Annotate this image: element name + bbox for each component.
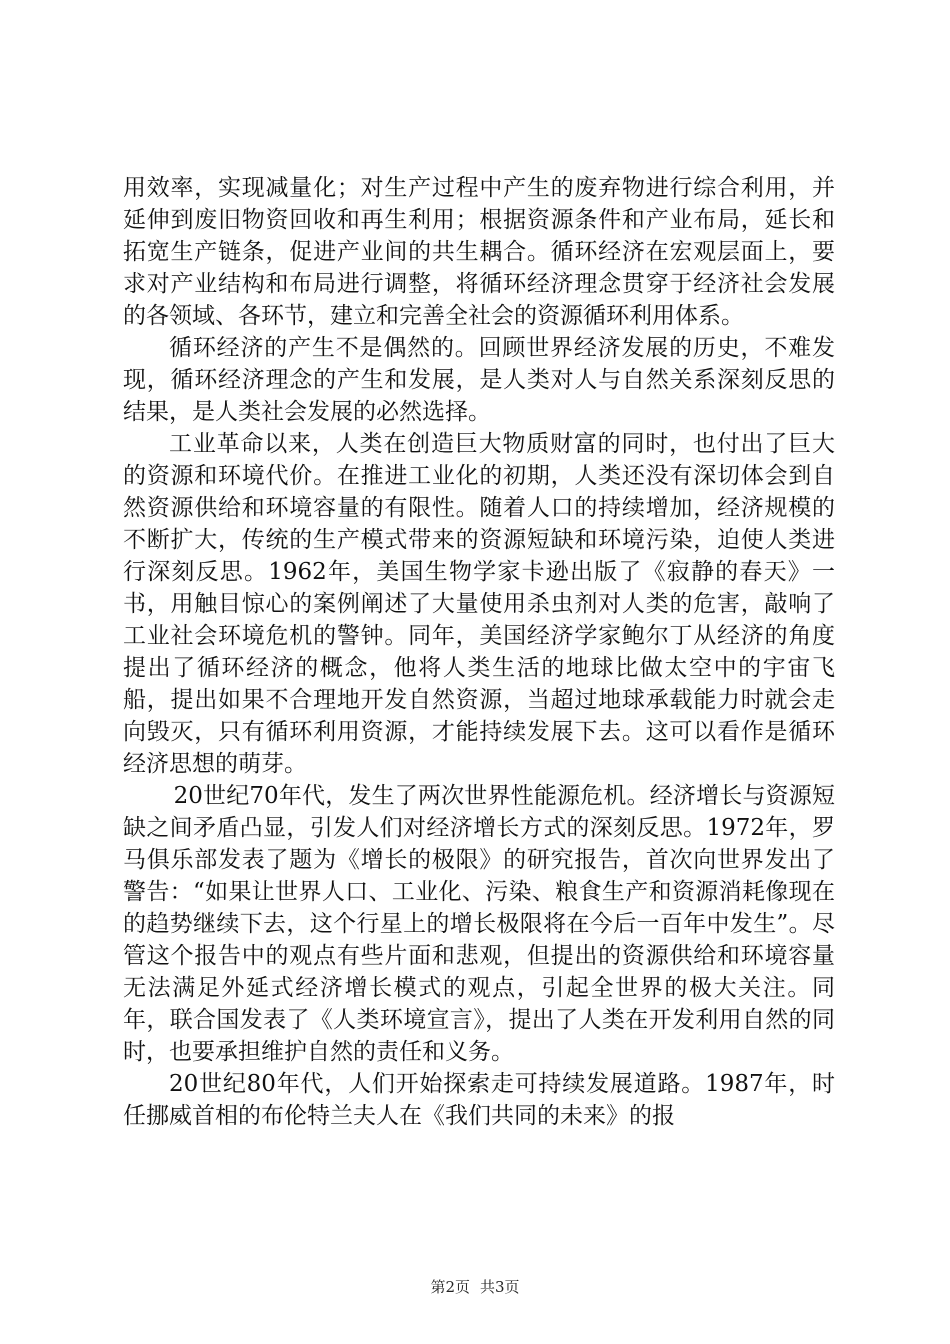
page-footer [0, 1276, 950, 1297]
paragraph-continuation: 用效率，实现减量化；对生产过程中产生的废弃物进行综合利用，并延伸到废旧物资回收和再生利用；根据资源条件和产业布局，延长和拓宽生产链条，促进产业间的共生耦合。循环经济在宏观层面上，要求对产业结构和布局进行调整，将循环经济理念贯穿于经济社会发展的各领域、各环节，建立和完善全社会的资源循环利用体系。 [123, 175, 835, 329]
paragraph-industrial-revolution: 工业革命以来，人类在创造巨大物质财富的同时，也付出了巨大的资源和环境代价。在推进工业化的初期，人类还没有深切体会到自然资源供给和环境容量的有限性。随着人口的持续增加，经济规模的不断扩大，传统的生产模式带来的资源短缺和环境污染，迫使人类进行深刻反思。1962年，美国生物学家卡逊出版了《寂静的春天》一书，用触目惊心的案例阐述了大量使用杀虫剂对人类的危害，敲响了工业社会环境危机的警钟。同年，美国经济学家鲍尔丁从经济的角度提出了循环经济的概念，他将人类生活的地球比做太空中的宇宙飞船，提出如果不合理地开发自然资源，当超过地球承载能力时就会走向毁灭，只有循环利用资源，才能持续发展下去。这可以看作是循环经济思想的萌芽。 [123, 431, 835, 777]
paragraph-1970s: 20世纪70年代，发生了两次世界性能源危机。经济增长与资源短缺之间矛盾凸显，引发人们对经济增长方式的深刻反思。1972年，罗马俱乐部发表了题为《增长的极限》的研究报告，首次向世界发出了警告：“如果让世界人口、工业化、污染、粮食生产和资源消耗像现在的趋势继续下去，这个行星上的增长极限将在今后一百年中发生”。尽管这个报告中的观点有些片面和悲观，但提出的资源供给和环境容量无法满足外延式经济增长模式的观点，引起全世界的极大关注。同年，联合国发表了《人类环境宣言》，提出了人类在开发利用自然的同时，也要承担维护自然的责任和义务。 [123, 783, 835, 1065]
page-number: 第2页 [430, 1278, 470, 1296]
paragraph-origin: 循环经济的产生不是偶然的。回顾世界经济发展的历史，不难发现，循环经济理念的产生和发展，是人类对人与自然关系深刻反思的结果，是人类社会发展的必然选择。 [123, 335, 835, 425]
paragraph-1980s: 20世纪80年代，人们开始探索走可持续发展道路。1987年，时任挪威首相的布伦特兰夫人在《我们共同的未来》的报 [123, 1071, 835, 1129]
total-pages: 共3页 [480, 1278, 520, 1296]
document-body [123, 172, 835, 1132]
